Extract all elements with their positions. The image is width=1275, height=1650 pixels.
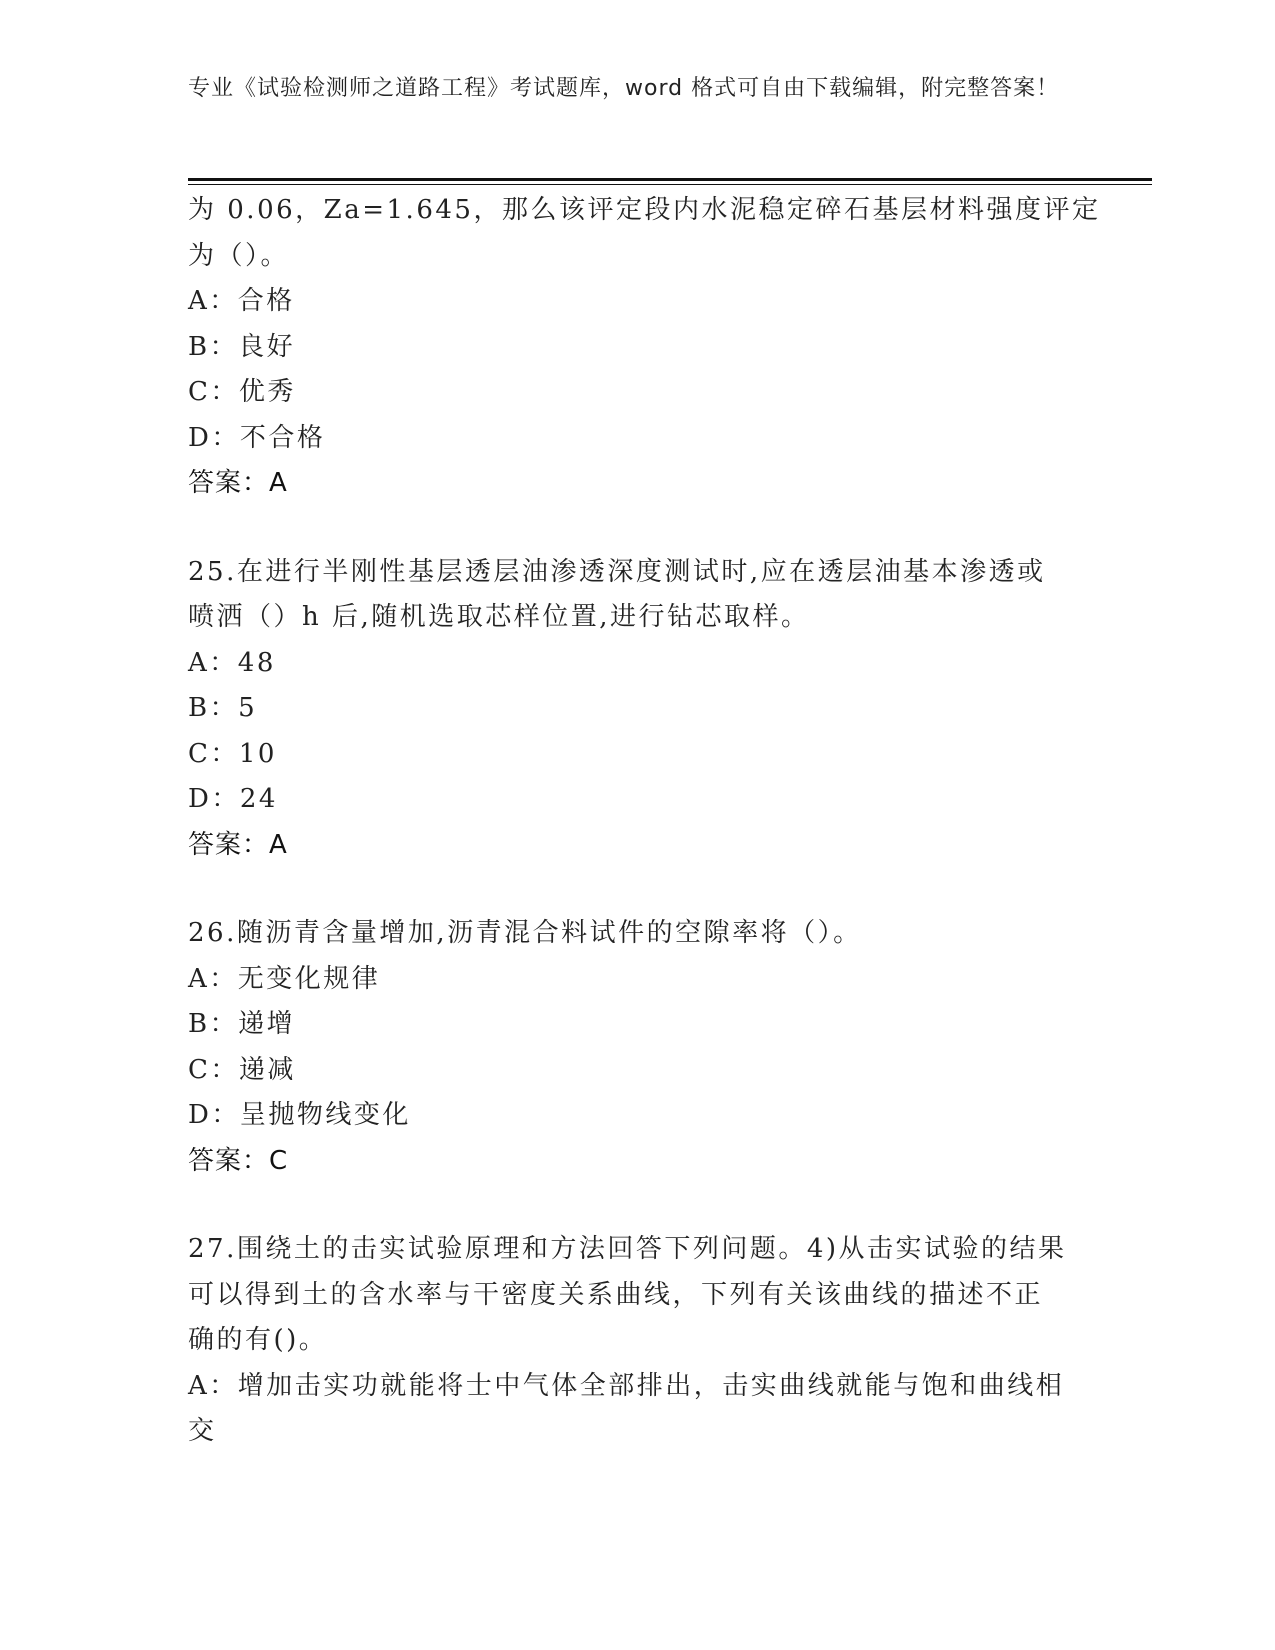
option-d: D：不合格 [188,422,326,453]
option-b: B：递增 [188,1009,296,1039]
question-spacer [188,1184,1088,1227]
question-stem-line: 25.在进行半刚性基层透层油渗透深度测试时,应在透层油基本渗透或 [188,556,1046,587]
question-27 [188,1227,1088,1455]
option-a: A：48 [188,647,276,678]
question-stem-line: 为 0.06，Za=1.645，那么该评定段内水泥稳定碎石基层材料强度评定 [188,195,1101,225]
answer-line: 答案：A [188,829,288,860]
option-b: B：5 [188,693,258,723]
option-a: A：无变化规律 [188,963,381,994]
question-stem-line: 27.围绕土的击实试验原理和方法回答下列问题。4)从击实试验的结果 [188,1234,1067,1264]
question-stem-line: 可以得到土的含水率与干密度关系曲线，下列有关该曲线的描述不正 [188,1279,1044,1310]
option-c: C：递减 [188,1054,296,1085]
question-stem-line: 喷洒（）h 后,随机选取芯样位置,进行钻芯取样。 [188,602,810,632]
answer-line: 答案：A [188,468,288,498]
question-24 [188,188,1101,507]
question-25 [188,550,1088,869]
option-b: B：良好 [188,331,296,362]
question-spacer [188,507,1088,550]
answer-line: 答案：C [188,1145,289,1176]
header-divider-thin [188,184,1152,185]
document-header: 专业《试验检测师之道路工程》考试题库，word 格式可自由下载编辑，附完整答案！ [188,76,1060,101]
option-a: A：增加击实功就能将士中气体全部排出，击实曲线就能与饱和曲线相 [188,1370,1065,1401]
header-divider-thick [188,178,1152,181]
option-a: A：合格 [188,286,295,316]
question-stem-line: 为（）。 [188,240,290,271]
question-stem-line: 26.随沥青含量增加,沥青混合料试件的空隙率将（）。 [188,918,862,948]
option-c: C：优秀 [188,377,296,407]
question-spacer [188,868,1088,911]
option-d: D：呈抛物线变化 [188,1100,411,1130]
option-a-continued: 交 [188,1416,217,1446]
question-26 [188,911,1088,1184]
option-d: D：24 [188,784,278,814]
question-stem-line: 确的有()。 [188,1325,328,1355]
question-content [188,188,1101,1455]
option-c: C：10 [188,738,277,769]
